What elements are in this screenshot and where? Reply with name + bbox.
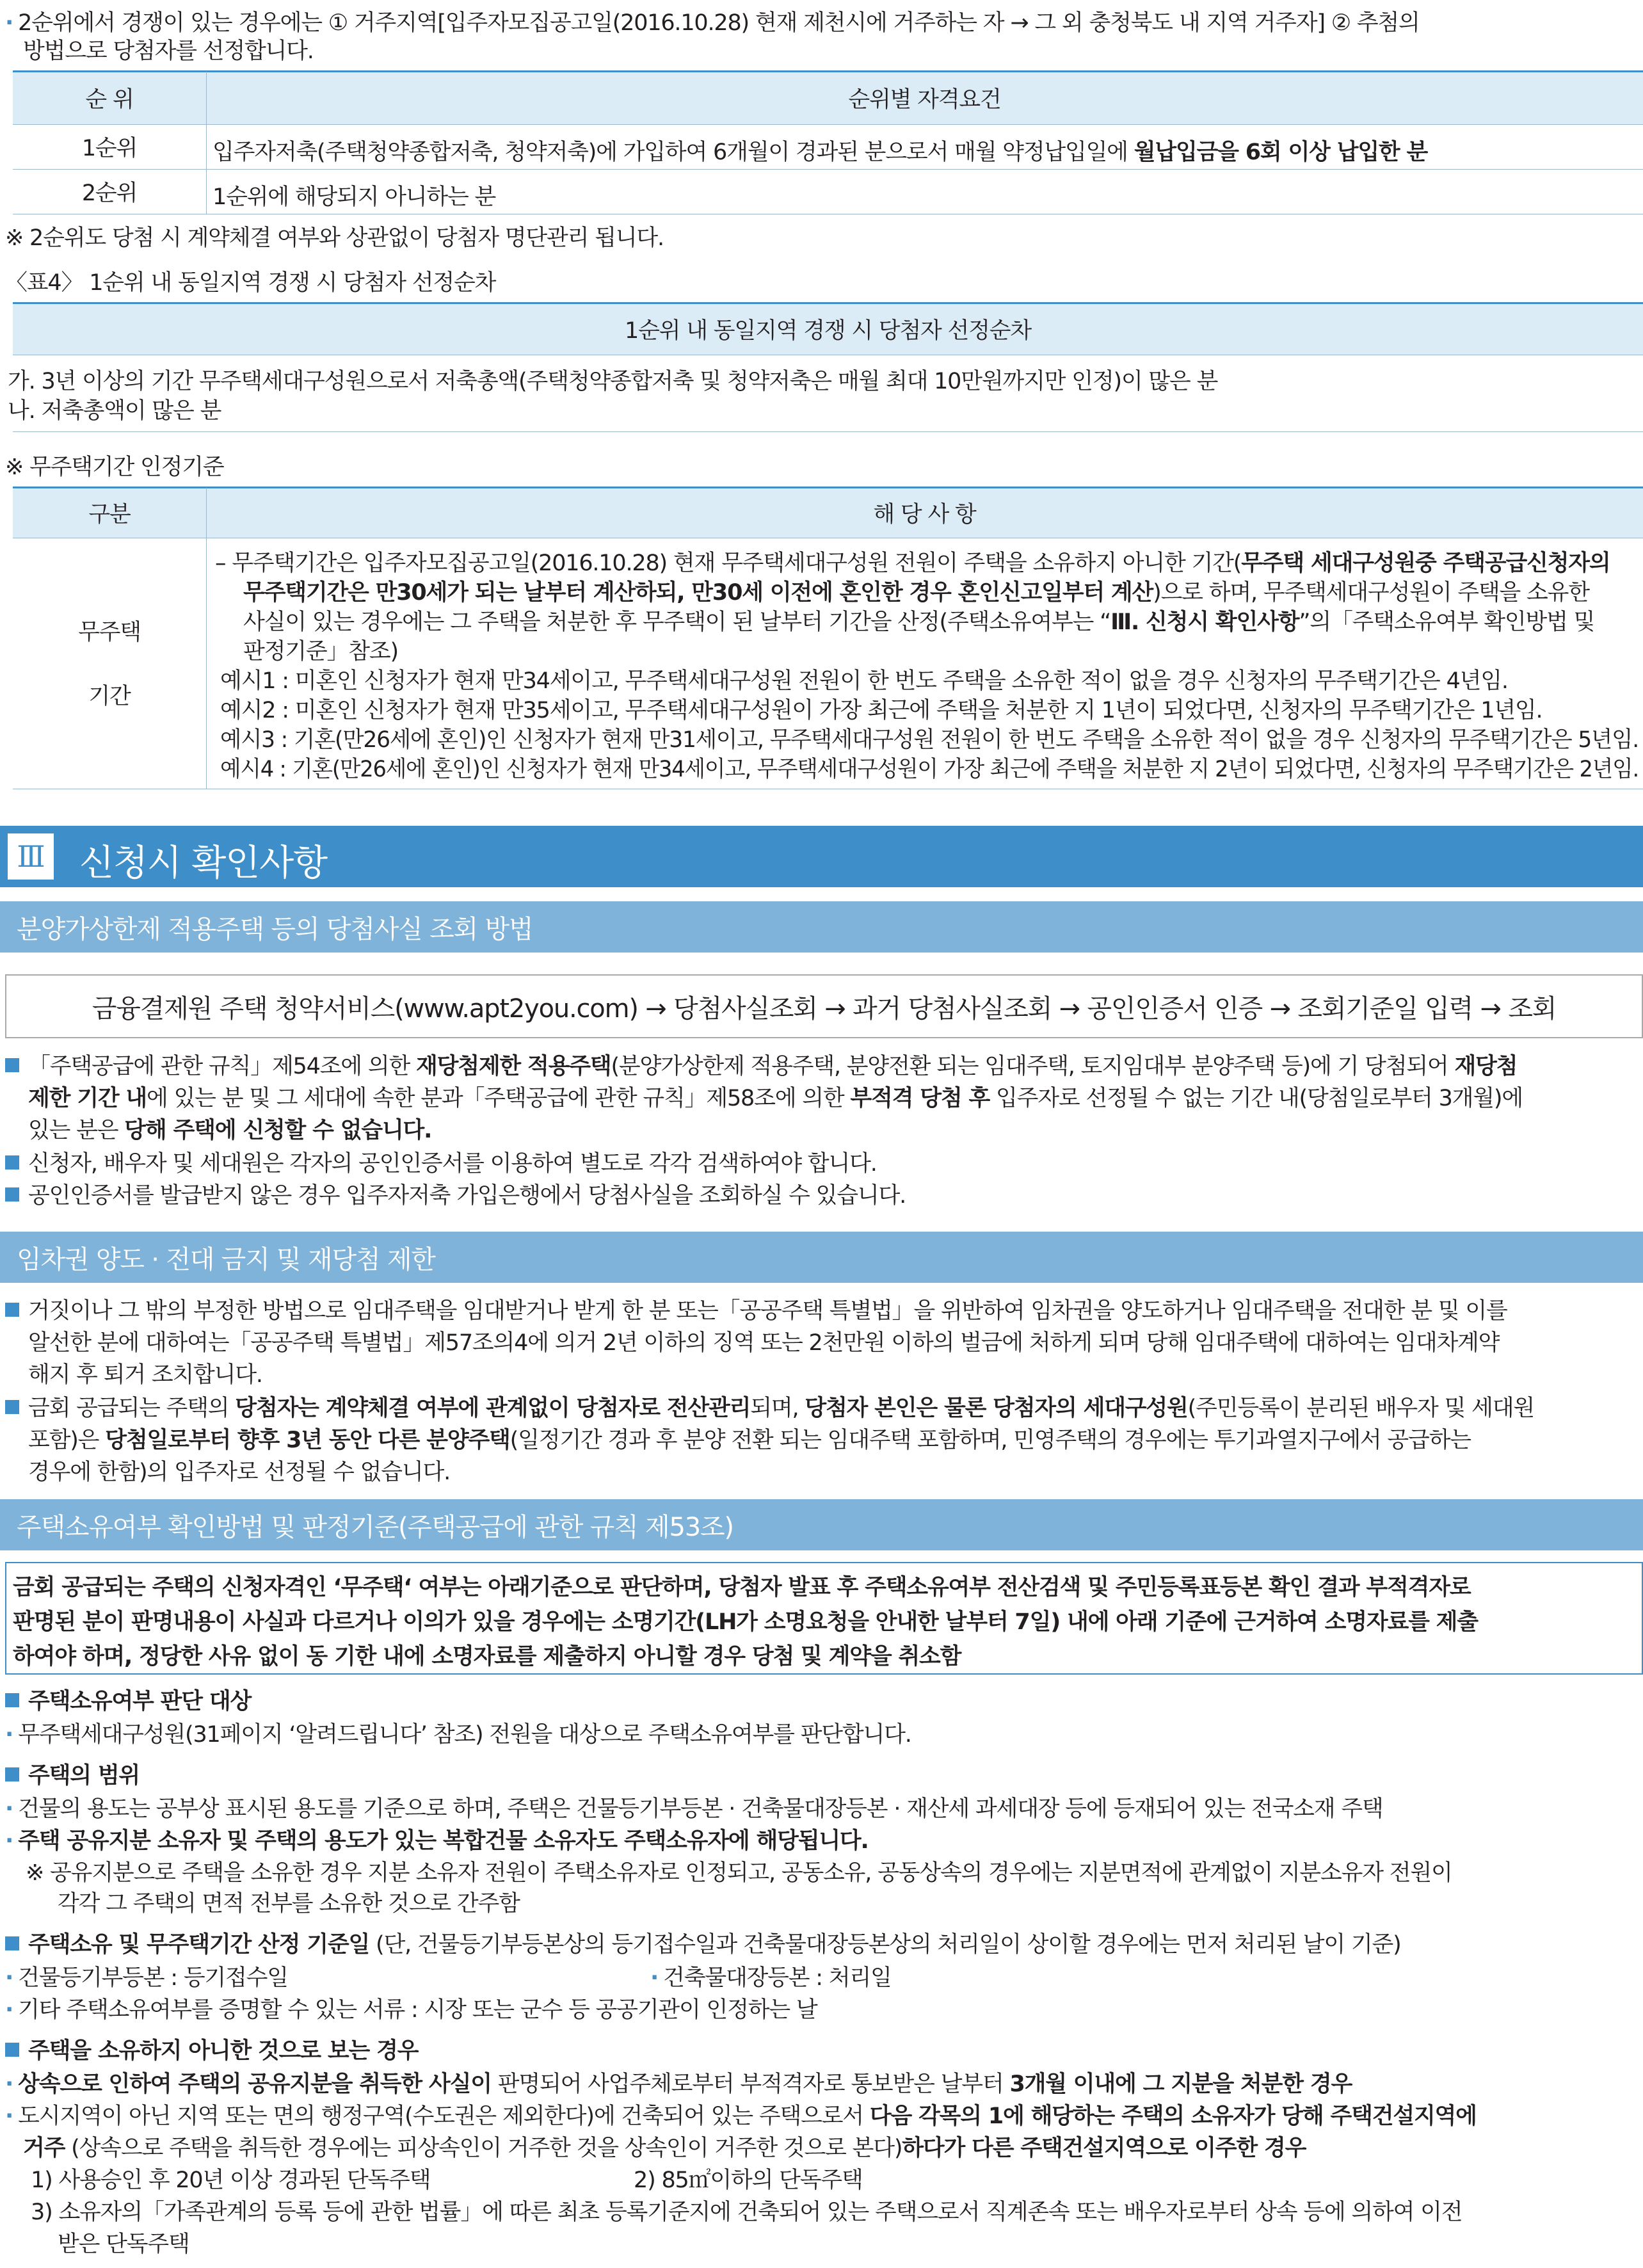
nohouse-caption: ※ 무주택기간 인정기준 [5,454,224,480]
table4-line-2: 나. 저축총액이 많은 분 [8,398,221,424]
not-owned-text-3: 거주 (상속으로 주택을 취득한 경우에는 피상속인이 거주한 것을 상속인이 거주한 것으로 본다)하다가 다른 주택건설지역으로 이주한 경우 [23,2135,1306,2161]
nohouse-line-1: – 무주택기간은 입주자모집공고일(2016.10.28) 현재 무주택세대구성원 전원이 주택을 소유하지 아니한 기간(무주택 세대구성원중 주택공급신청자의 [215,551,1610,576]
house-scope-text-1: · 건물의 용도는 공부상 표시된 용도를 기준으로 하며, 주택은 건물등기부등본 · 건축물대장등본 · 재산세 과세대장 등에 등재되어 있는 전국소재 주택 [5,1796,1383,1822]
requirement-cell-1: 입주자저축(주택청약종합저축, 청약저축)에 가입하여 6개월이 경과된 분으로서 매월 약정납입일에 월납입금을 6회 이상 납입한 분 [212,140,1428,165]
not-owned-item-3-line-1: 3) 소유자의「가족관계의 등록 등에 관한 법률」에 따른 최초 등록기준지에 건축되어 있는 주택으로서 직계존속 또는 배우자로부터 상속 등에 의하여 이전 [31,2200,1463,2225]
subsection-2-title: 임차권 양도 · 전대 금지 및 재당첨 제한 [17,1244,435,1275]
square-bullet [5,2043,19,2057]
bullet-dot: · [5,1796,13,1822]
sub2-bullet-1-line-2: 알선한 분에 대하여는「공공주택 특별법」제57조의4에 의거 2년 이하의 징역 또는 2천만원 이하의 벌금에 처하게 되며 당해 임대주택에 대하여는 임대차계약 [28,1330,1500,1356]
nohouse-line-2: 무주택기간은 만30세가 되는 날부터 계산하되, 만30세 이전에 혼인한 경우 혼인신고일부터 계산)으로 하며, 무주택세대구성원이 주택을 소유한 [243,580,1589,606]
base-date-other: · 기타 주택소유여부를 증명할 수 있는 서류 : 시장 또는 군수 등 공공기관이 인정하는 날 [5,1997,817,2023]
nohouse-example-4: 예시4 : 기혼(만26세에 혼인)인 신청자가 현재 만34세이고, 무주택세대구성원이 가장 최근에 주택을 처분한 지 2년이 되었다면, 신청자의 무주택기간은 2년임. [220,757,1639,782]
lookup-path-box [5,974,1643,1038]
not-owned-item-3-line-2: 받은 단독주택 [58,2232,189,2257]
square-bullet [5,1693,19,1707]
rank-table-rule [13,169,1643,170]
nohouse-example-1: 예시1 : 미혼인 신청자가 현재 만34세이고, 무주택세대구성원 전원이 한 번도 주택을 소유한 적이 없을 경우 신청자의 무주택기간은 4년임. [220,668,1508,694]
bullet-dot: · [5,1997,13,2023]
requirement-cell-2: 1순위에 해당되지 아니하는 분 [212,184,496,210]
base-date-building-ledger: · 건축물대장등본 : 처리일 [650,1965,892,1991]
intro-line-2: 방법으로 당첨자를 선정합니다. [23,38,314,64]
lookup-path: 금융결제원 주택 청약서비스(www.apt2you.com) → 당첨사실조회 → 과거 당첨사실조회 → 공인인증서 인증 → 조회기준일 입력 → 조회 [92,993,1557,1024]
intro-line-1 [5,5,1420,37]
not-owned-item-2: 2) 85㎡이하의 단독주택 [634,2167,863,2193]
subsection-1-title: 분양가상한제 적용주택 등의 당첨사실 조회 방법 [17,914,533,944]
rank-cell-1: 1순위 [81,136,138,161]
base-date-registry: · 건물등기부등본 : 등기접수일 [5,1965,288,1991]
requirement-header-cell: 순위별 자격요건 [848,87,1001,113]
bullet-dot: · [5,1965,13,1991]
rank-header-cell: 순 위 [85,87,134,113]
notice-line-3: 하여야 하며, 정당한 사유 없이 동 기한 내에 소명자료를 제출하지 아니할 경우 당첨 및 계약을 취소함 [13,1644,961,1669]
table4-line-1: 가. 3년 이상의 기간 무주택세대구성원으로서 저축총액(주택청약종합저축 및 청약저축은 매월 최대 10만원까지만 인정)이 많은 분 [8,369,1218,394]
sub1-bullet-2: 신청자, 배우자 및 세대원은 각자의 공인인증서를 이용하여 별도로 각각 검색하여야 합니다. [5,1146,877,1178]
house-scope-note-2: 각각 그 주택의 면적 전부를 소유한 것으로 간주함 [58,1891,520,1917]
notice-box [5,1562,1643,1675]
square-bullet [5,1187,19,1202]
sub2-bullet-1-line-3: 해지 후 퇴거 조치합니다. [28,1362,262,1388]
heading-ownership-target: 주택소유여부 판단 대상 [5,1684,251,1716]
content-header: 해 당 사 항 [873,502,976,527]
house-scope-text-2: · 주택 공유지분 소유자 및 주택의 용도가 있는 복합건물 소유자도 주택소유자에 해당됩니다. [5,1828,869,1854]
heading-house-scope: 주택의 범위 [5,1758,140,1790]
notice-line-1: 금회 공급되는 주택의 신청자격인 ‘무주택‘ 여부는 아래기준으로 판단하며, 당첨자 발표 후 주택소유여부 전산검색 및 주민등록표등본 확인 결과 부적격자로 [13,1575,1471,1600]
table4-rule [13,431,1643,432]
sub1-bullet-1-line-3: 있는 분은 당해 주택에 신청할 수 없습니다. [28,1118,432,1143]
rank-note: ※ 2순위도 당첨 시 계약체결 여부와 상관없이 당첨자 명단관리 됩니다. [5,225,664,251]
square-bullet [5,1303,19,1317]
bullet-dot: · [5,1828,13,1854]
bullet-dot: · [5,1722,13,1748]
nohouse-example-2: 예시2 : 미혼인 신청자가 현재 만35세이고, 무주택세대구성원이 가장 최근에 주택을 처분한 지 1년이 되었다면, 신청자의 무주택기간은 1년임. [220,698,1543,723]
nohouse-line-4: 판정기준」참조) [243,639,398,664]
nohouse-example-3: 예시3 : 기혼(만26세에 혼인)인 신청자가 현재 만31세이고, 무주택세대구성원 전원이 한 번도 주택을 소유한 적이 없을 경우 신청자의 무주택기간은 5년임. [220,727,1639,753]
heading-base-date: 주택소유 및 무주택기간 산정 기준일 (단, 건물등기부등본상의 등기접수일과 건축물대장등본상의 처리일이 상이할 경우에는 먼저 처리된 날이 기준) [5,1927,1401,1959]
intro-text-1: 2순위에서 경쟁이 있는 경우에는 ① 거주지역[입주자모집공고일(2016.10.28) 현재 제천시에 거주하는 자 → 그 외 충청북도 내 지역 거주자] ② 추첨의 [18,10,1420,36]
house-scope-note-1: ※ 공유지분으로 주택을 소유한 경우 지분 소유자 전원이 주택소유자로 인정되고, 공동소유, 공동상속의 경우에는 지분면적에 관계없이 지분소유자 전원이 [26,1860,1452,1886]
bullet-dot: · [5,2071,13,2097]
category-header: 구분 [88,502,131,527]
bullet-dot: · [5,2103,13,2129]
square-bullet [5,1058,19,1072]
rank-cell-2: 2순위 [81,181,138,206]
section-numeral-box: Ⅲ [6,832,55,881]
category-cell-line-2: 기간 [88,684,131,709]
not-owned-item-1: 1) 사용승인 후 20년 이상 경과된 단독주택 [31,2167,431,2193]
subsection-3-title: 주택소유여부 확인방법 및 판정기준(주택공급에 관한 규칙 제53조) [17,1512,733,1542]
rank-table-rule [13,124,1643,125]
square-bullet [5,1767,19,1781]
subsection-2-header [0,1232,1643,1283]
section-title: 신청시 확인사항 [79,842,327,884]
table4-header: 1순위 내 동일지역 경쟁 시 당첨자 선정순차 [625,318,1031,344]
sub1-bullet-3: 공인인증서를 발급받지 않은 경우 입주자저축 가입은행에서 당첨사실을 조회하실 수 있습니다. [5,1178,906,1210]
square-bullet [5,1400,19,1414]
nohouse-line-3: 사실이 있는 경우에는 그 주택을 처분한 후 무주택이 된 날부터 기간을 산정(주택소유여부는 “Ⅲ. 신청시 확인사항”의「주택소유여부 확인방법 및 [243,609,1595,635]
sub2-bullet-1-line-1: 거짓이나 그 밖의 부정한 방법으로 임대주택을 임대받거나 받게 한 분 또는「공공주택 특별법」을 위반하여 임차권을 양도하거나 임대주택을 전대한 분 및 이를 [5,1293,1507,1325]
sub2-bullet-2-line-3: 경우에 한함)의 입주자로 선정될 수 없습니다. [28,1460,450,1485]
ownership-target-text: · 무주택세대구성원(31페이지 ‘알려드립니다’ 참조) 전원을 대상으로 주택소유여부를 판단합니다. [5,1722,911,1748]
not-owned-text-2: · 도시지역이 아닌 지역 또는 면의 행정구역(수도권은 제외한다)에 건축되어 있는 주택으로서 다음 각목의 1에 해당하는 주택의 소유자가 당해 주택건설지역에 [5,2103,1477,2129]
subsection-1-header [0,901,1643,953]
notice-line-2: 판명된 분이 판명내용이 사실과 다르거나 이의가 있을 경우에는 소명기간(LH가 소명요청을 안내한 날부터 7일) 내에 아래 기준에 근거하여 소명자료를 제출 [13,1609,1478,1635]
square-bullet [5,1155,19,1170]
sub2-bullet-2-line-2: 포함)은 당첨일로부터 향후 3년 동안 다른 분양주택(일정기간 경과 후 분양 전환 되는 임대주택 포함하며, 민영주택의 경우에는 투기과열지구에서 공급하는 [28,1428,1471,1453]
sub1-bullet-1-line-2: 제한 기간 내에 있는 분 및 그 세대에 속한 분과「주택공급에 관한 규칙」제58조에 의한 부적격 당첨 후 입주자로 선정될 수 없는 기간 내(당첨일로부터 3개월)에 [28,1086,1523,1111]
sub2-bullet-2-line-1: 금회 공급되는 주택의 당첨자는 계약체결 여부에 관계없이 당첨자로 전산관리되며, 당첨자 본인은 물론 당첨자의 세대구성원(주민등록이 분리된 배우자 및 세대원 [5,1390,1534,1422]
heading-not-owned: 주택을 소유하지 아니한 것으로 보는 경우 [5,2033,418,2065]
table4-caption: 〈표4〉 1순위 내 동일지역 경쟁 시 당첨자 선정순차 [5,270,496,296]
not-owned-text-1: · 상속으로 인하여 주택의 공유지분을 취득한 사실이 판명되어 사업주체로부터 부적격자로 통보받은 날부터 3개월 이내에 그 지분을 처분한 경우 [5,2071,1352,2097]
sub1-bullet-1-line-1: 「주택공급에 관한 규칙」제54조에 의한 재당첨제한 적용주택(분양가상한제 적용주택, 분양전환 되는 임대주택, 토지임대부 분양주택 등)에 기 당첨되어 재당첨 [5,1049,1517,1081]
bullet-dot: · [650,1965,659,1991]
bullet-dot: · [5,10,13,36]
category-cell-line-1: 무주택 [78,620,141,645]
section-3-header [0,826,1643,887]
square-bullet [5,1936,19,1950]
subsection-3-header [0,1499,1643,1550]
